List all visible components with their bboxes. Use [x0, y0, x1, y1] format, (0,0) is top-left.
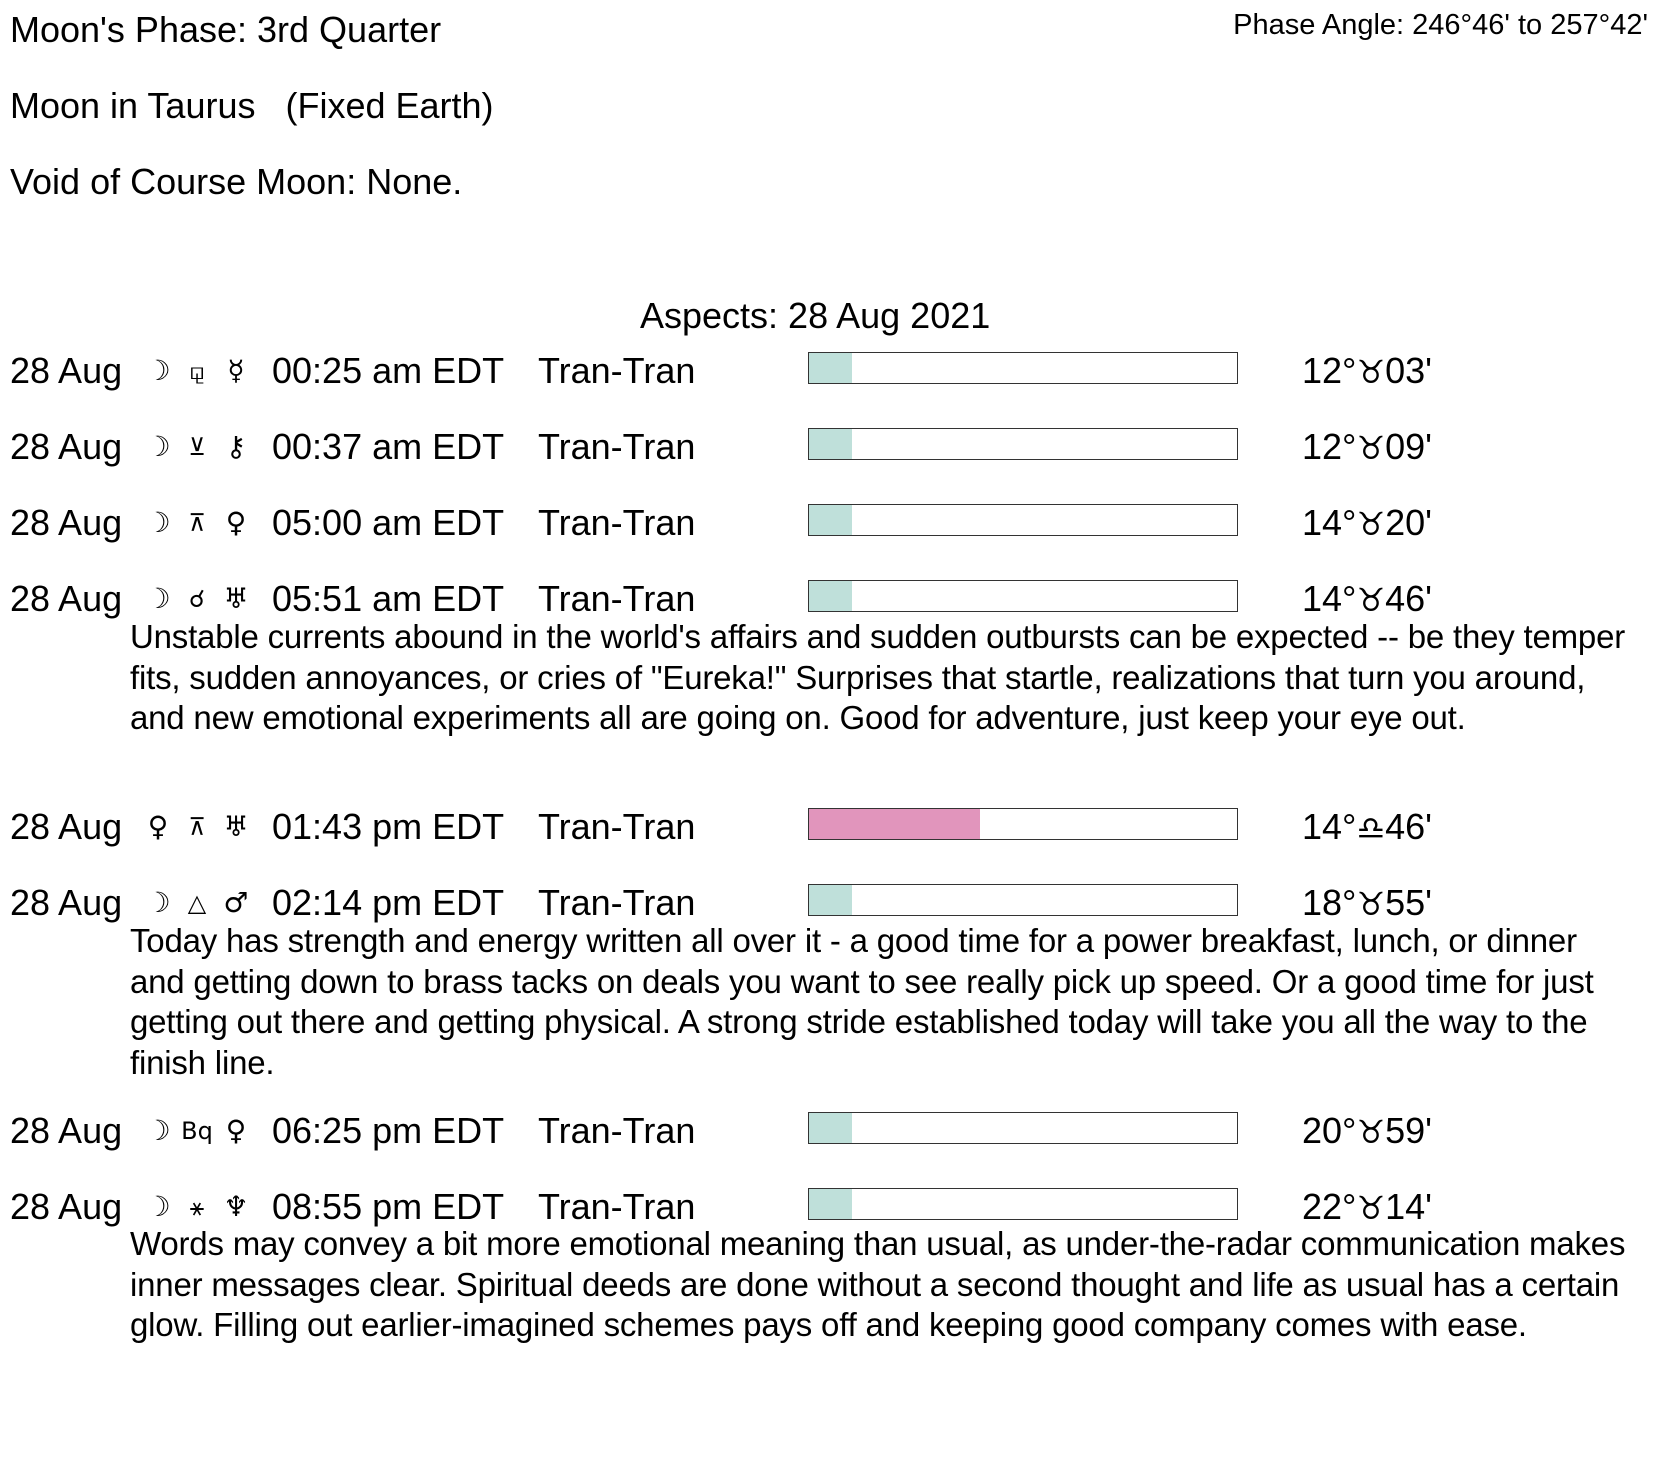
position-minutes: 46' [1385, 578, 1433, 619]
aspect-position [1302, 1109, 1432, 1154]
strength-bar [808, 808, 1238, 840]
aspect-description: Unstable currents abound in the world's affairs and sudden outbursts can be expected -- be they temper fits, sudden annoyances, or cries of "Eureka!" Surprises that startle, realizations that turn you around, and new emotional experiments all are going on. Good for adventure, just keep your eye out. [130, 618, 1626, 736]
aspect-glyphs [140, 1185, 254, 1229]
taurus-icon: ♉ [1356, 505, 1386, 543]
aspect-description: Words may convey a bit more emotional meaning than usual, as under-the-radar communication makes inner messages clear. Spiritual deeds are done without a second thought and life as usual has a certain glow. Filling out earlier-imagined schemes pays off and keeping good company comes with ease. [130, 1225, 1626, 1343]
position-degree: 12° [1302, 426, 1357, 467]
trine-icon: △ [187, 889, 207, 917]
aspect-glyphs [140, 501, 254, 545]
strength-bar-fill [809, 581, 852, 611]
strength-bar [808, 580, 1238, 612]
position-degree: 12° [1302, 350, 1357, 391]
aspect-row [0, 349, 1658, 393]
position-minutes: 46' [1385, 806, 1433, 847]
position-minutes: 09' [1385, 426, 1433, 467]
chiron-icon: ⚷ [225, 430, 247, 463]
moon-phase-label: Moon's Phase: 3rd Quarter [10, 9, 442, 50]
quincunx-icon: ⊼ [188, 813, 206, 841]
aspect-date: 28 Aug [10, 882, 123, 923]
aspect-row [0, 425, 1658, 469]
taurus-icon: ♉ [1356, 885, 1386, 923]
strength-bar [808, 504, 1238, 536]
strength-bar [808, 428, 1238, 460]
aspect-type: Tran-Tran [538, 882, 696, 923]
taurus-icon: ♉ [1356, 1189, 1386, 1227]
aspect-type: Tran-Tran [538, 350, 696, 391]
moon-icon: ☽ [145, 886, 171, 919]
taurus-icon: ♉ [1356, 1113, 1386, 1151]
position-minutes: 14' [1385, 1186, 1433, 1227]
moon-icon: ☽ [145, 506, 171, 539]
position-minutes: 20' [1385, 502, 1433, 543]
aspect-glyphs [140, 577, 254, 621]
libra-icon: ♎ [1356, 809, 1386, 847]
aspect-type: Tran-Tran [538, 806, 696, 847]
phase-angle-label: Phase Angle: 246°46' to 257°42' [1233, 9, 1648, 41]
aspect-type: Tran-Tran [538, 426, 696, 467]
aspect-row [0, 1185, 1658, 1229]
aspect-glyphs [140, 349, 254, 393]
venus-icon: ♀ [225, 1114, 247, 1147]
aspect-time: 02:14 pm EDT [272, 882, 505, 923]
aspect-glyphs [140, 1109, 254, 1153]
moon-icon: ☽ [145, 430, 171, 463]
aspect-position [1302, 805, 1432, 850]
aspect-date: 28 Aug [10, 578, 123, 619]
position-minutes: 55' [1385, 882, 1433, 923]
aspect-row [0, 577, 1658, 621]
moon-icon: ☽ [145, 1114, 171, 1147]
aspect-type: Tran-Tran [538, 1110, 696, 1151]
sextile-icon: ⚹ [189, 1193, 205, 1221]
aspect-time: 00:37 am EDT [272, 426, 505, 467]
strength-bar [808, 1188, 1238, 1220]
strength-bar-fill [809, 353, 852, 383]
venus-icon: ♀ [225, 506, 247, 539]
strength-bar [808, 884, 1238, 916]
aspect-glyphs [140, 881, 254, 925]
aspect-glyphs [140, 425, 254, 469]
position-minutes: 59' [1385, 1110, 1433, 1151]
mars-icon: ♂ [223, 886, 249, 919]
aspects-title: Aspects: 28 Aug 2021 [640, 295, 991, 336]
strength-bar [808, 1112, 1238, 1144]
aspect-position [1302, 881, 1432, 926]
semisextile-icon: ⊻ [188, 433, 206, 461]
uranus-icon: ♅ [223, 810, 249, 843]
position-degree: 20° [1302, 1110, 1357, 1151]
sesquiquadrate-icon: ⚼ [188, 357, 206, 385]
aspect-date: 28 Aug [10, 1186, 123, 1227]
aspect-date: 28 Aug [10, 426, 123, 467]
void-of-course-label: Void of Course Moon: None. [10, 161, 463, 202]
position-degree: 14° [1302, 502, 1357, 543]
aspect-row [0, 501, 1658, 545]
aspect-row [0, 881, 1658, 925]
position-degree: 18° [1302, 882, 1357, 923]
aspect-date: 28 Aug [10, 350, 123, 391]
aspect-time: 00:25 am EDT [272, 350, 505, 391]
strength-bar-fill [809, 1113, 852, 1143]
moon-icon: ☽ [145, 1190, 171, 1223]
strength-bar-fill [809, 429, 852, 459]
conjunction-icon: ☌ [188, 585, 206, 613]
aspect-position [1302, 501, 1432, 546]
neptune-icon: ♆ [223, 1190, 249, 1223]
aspect-position [1302, 577, 1432, 622]
aspect-position [1302, 349, 1432, 394]
aspect-time: 06:25 pm EDT [272, 1110, 505, 1151]
position-degree: 14° [1302, 806, 1357, 847]
aspect-position [1302, 425, 1432, 470]
aspect-type: Tran-Tran [538, 502, 696, 543]
uranus-icon: ♅ [223, 582, 249, 615]
position-degree: 22° [1302, 1186, 1357, 1227]
position-minutes: 03' [1385, 350, 1433, 391]
aspect-description: Today has strength and energy written all over it - a good time for a power breakfast, lunch, or dinner and getting down to brass tacks on deals you want to see really pick up speed. Or a good time for just getting out there and getting physical. A strong stride established today will take you all the way to the finish line. [130, 922, 1594, 1081]
moon-sign-label: Moon in Taurus (Fixed Earth) [10, 85, 494, 126]
aspect-type: Tran-Tran [538, 1186, 696, 1227]
moon-icon: ☽ [145, 354, 171, 387]
aspect-time: 08:55 pm EDT [272, 1186, 505, 1227]
aspect-date: 28 Aug [10, 502, 123, 543]
taurus-icon: ♉ [1356, 429, 1386, 467]
quincunx-icon: ⊼ [188, 509, 206, 537]
taurus-icon: ♉ [1356, 353, 1386, 391]
aspect-glyphs [140, 805, 254, 849]
position-degree: 14° [1302, 578, 1357, 619]
aspect-date: 28 Aug [10, 1110, 123, 1151]
aspect-time: 01:43 pm EDT [272, 806, 505, 847]
aspect-type: Tran-Tran [538, 578, 696, 619]
strength-bar-fill [809, 1189, 852, 1219]
aspect-time: 05:51 am EDT [272, 578, 505, 619]
moon-icon: ☽ [145, 582, 171, 615]
aspect-row [0, 805, 1658, 849]
mercury-icon: ☿ [227, 354, 245, 387]
aspect-date: 28 Aug [10, 806, 123, 847]
strength-bar-fill [809, 809, 980, 839]
strength-bar [808, 352, 1238, 384]
aspect-time: 05:00 am EDT [272, 502, 505, 543]
taurus-icon: ♉ [1356, 581, 1386, 619]
strength-bar-fill [809, 505, 852, 535]
aspect-row [0, 1109, 1658, 1153]
venus-icon: ♀ [147, 810, 169, 843]
strength-bar-fill [809, 885, 852, 915]
biquintile-icon: Bq [181, 1117, 213, 1145]
